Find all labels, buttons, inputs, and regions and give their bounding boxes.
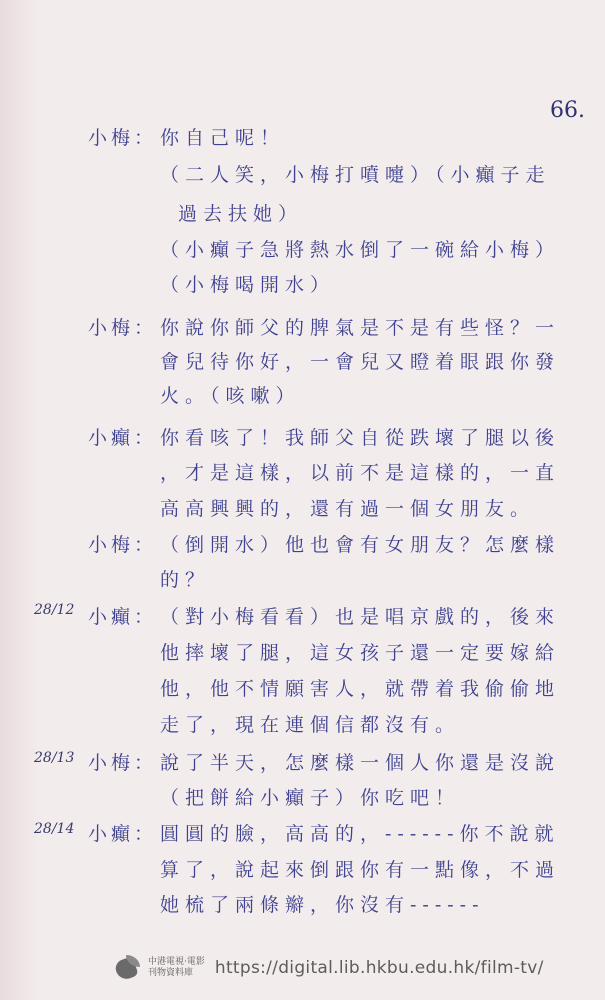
script-line: 圓圓的臉，高高的，------你不說就 <box>160 823 560 845</box>
script-line: 你自己呢！ <box>160 127 286 149</box>
script-line: 會兒待你好，一會兒又瞪着眼跟你發 <box>160 351 561 373</box>
archive-name-line1: 中港電視·電影 <box>148 957 205 967</box>
speaker-label: 小梅： <box>88 752 158 774</box>
script-line: 走了，現在連個信都沒有。 <box>160 714 461 736</box>
margin-scene-number: 28/14 <box>34 821 75 837</box>
script-line: （把餅給小癲子）你吃吧！ <box>160 787 461 809</box>
script-line: 火。（咳嗽） <box>160 385 301 407</box>
script-line: 你說你師父的脾氣是不是有些怪？一 <box>160 317 561 339</box>
script-line: 說了半天，怎麼樣一個人你還是沒說 <box>160 752 561 774</box>
script-line: 高高興興的，還有過一個女朋友。 <box>160 498 536 520</box>
script-line: （二人笑，小梅打噴嚏）（小癲子走 <box>160 164 551 186</box>
archive-name <box>148 957 205 979</box>
script-line: 他摔壞了腿，這女孩子還一定要嫁給 <box>160 642 561 664</box>
script-line: 過去扶她） <box>178 203 304 225</box>
margin-scene-number: 28/13 <box>34 750 75 766</box>
archive-logo-icon <box>112 953 142 983</box>
footer-watermark <box>112 950 592 986</box>
speaker-label: 小癲： <box>88 606 158 628</box>
margin-scene-number: 28/12 <box>34 602 75 618</box>
speaker-label: 小梅： <box>88 127 158 149</box>
script-line: 他，他不情願害人，就帶着我偷偷地 <box>160 678 561 700</box>
speaker-label: 小癲： <box>88 823 158 845</box>
script-line: （對小梅看看）也是唱京戲的，後來 <box>160 606 561 628</box>
speaker-label: 小梅： <box>88 317 158 339</box>
script-line: （小梅喝開水） <box>160 274 336 296</box>
archive-url[interactable]: https://digital.lib.hkbu.edu.hk/film-tv/ <box>214 958 544 978</box>
script-line: （小癲子急將熱水倒了一碗給小梅） <box>160 239 561 261</box>
script-line: 你看咳了！我師父自從跌壞了腿以後 <box>160 427 561 449</box>
script-line: 的？ <box>160 569 211 591</box>
script-line: 她梳了兩條辮，你沒有------ <box>160 894 485 916</box>
speaker-label: 小癲： <box>88 427 158 449</box>
page-number: 66. <box>550 98 585 123</box>
script-line: （倒開水）他也會有女朋友？怎麼樣 <box>160 534 561 556</box>
archive-name-line2: 刊物資料庫 <box>148 968 194 978</box>
script-line: 算了，說起來倒跟你有一點像，不過 <box>160 859 561 881</box>
speaker-label: 小梅： <box>88 534 158 556</box>
script-line: ，才是這樣，以前不是這樣的，一直 <box>160 462 561 484</box>
